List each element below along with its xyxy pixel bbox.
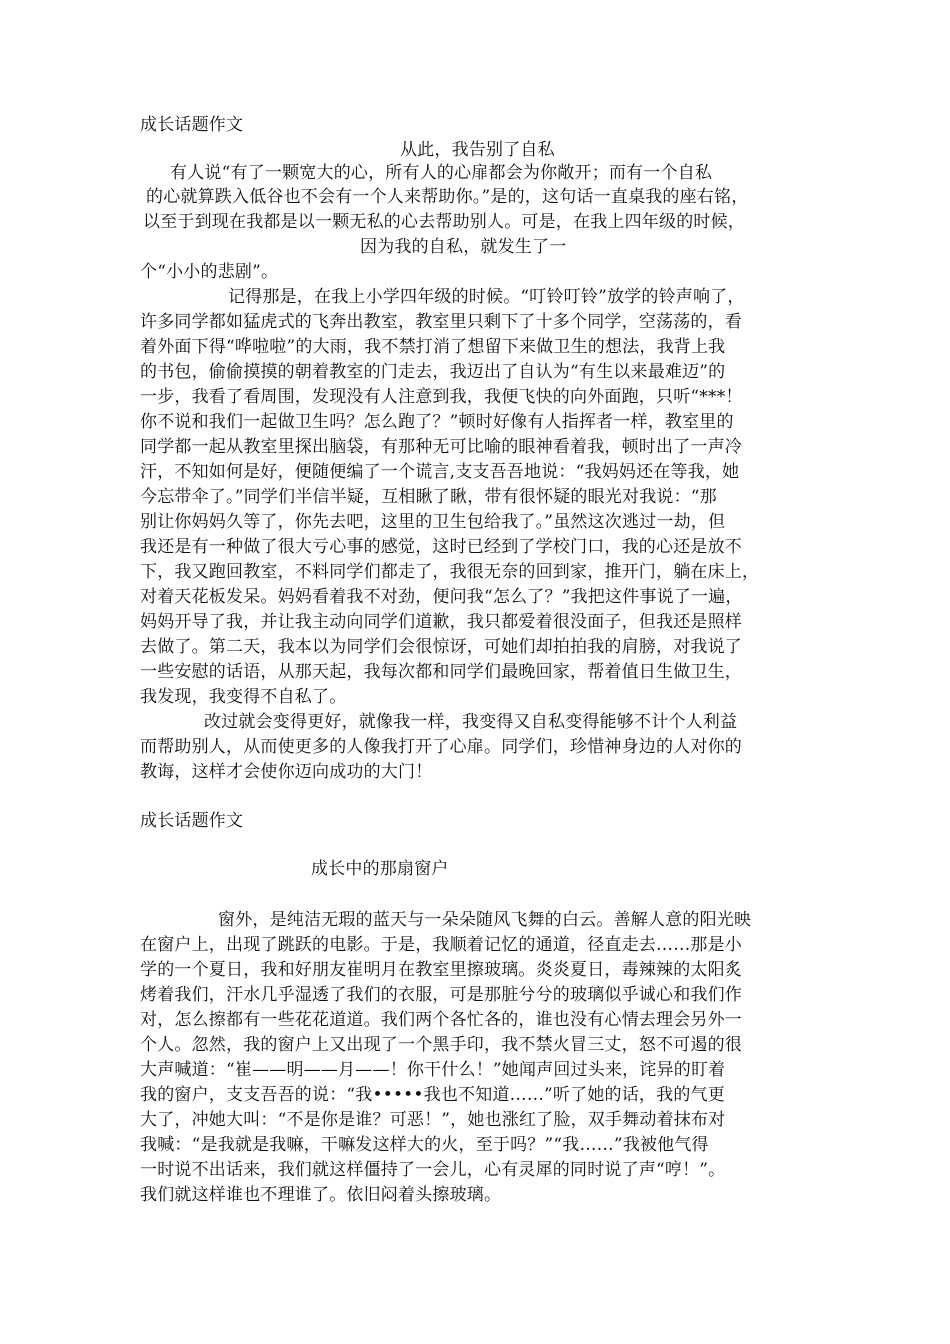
essay1-p3-line: 而帮助别人，从而使更多的人像我打开了心扉。同学们，珍惜神身边的人对你的 [140,737,742,757]
essay2-p1-line: 学的一个夏日，我和好朋友崔明月在教室里擦玻璃。炎炎夏日，毒辣辣的太阳炙 [140,960,742,980]
essay1-p2-line: 一些安慰的话语，从那天起，我每次都和同学们最晚回家，帮着值日生做卫生， [140,662,742,682]
essay1-p1-line: 的心就算跌入低谷也不会有一个人来帮助你。”是的，这句话一直桌我的座右铭， [146,187,749,207]
essay1-p2-line: 汗，不知如何是好，便随便编了一个谎言,支支吾吾地说：“我妈妈还在等我，她 [140,462,740,482]
essay1-p2-line: 对着天花板发呆。妈妈看着我不对劲，便问我“怎么了？”我把这件事说了一遍， [140,587,743,607]
essay2-p1-line: 大了，冲她大叫：“不是你是谁？可恶！”，她也涨红了脸，双手舞动着抹布对 [140,1110,726,1130]
essay2-p1-line: 烤着我们，汗水几乎湿透了我们的衣服，可是那脏兮兮的玻璃似乎诚心和我们作 [140,985,742,1005]
essay2-p1-line: 一时说不出话来，我们就这样僵持了一会儿，心有灵犀的同时说了声“哼！”。 [140,1160,726,1180]
essay1-p2-line: 下，我又跑回教室，不料同学们都走了，我很无奈的回到家，推开门，躺在床上， [140,562,760,582]
essay2-p1-line: 大声喊道：“崔——明——月——！你干什么！”她闻声回过头来，诧异的盯着 [140,1060,726,1080]
essay2-p1-line: 我的窗户，支支吾吾的说：“我•••••我也不知道……”听了她的话，我的气更 [140,1085,725,1105]
essay2-p1-line: 窗外，是纯洁无瑕的蓝天与一朵朵随风飞舞的白云。善解人意的阳光映 [218,910,752,930]
essay1-p2-line: 妈妈开导了我，并让我主动向同学们道歉，我只都爱着很没面子，但我还是照样 [140,612,742,632]
essay1-p2-line: 许多同学都如猛虎式的飞奔出教室，教室里只剩下了十多个同学，空荡荡的，看 [140,312,742,332]
essay2-p1-line: 个人。忽然，我的窗户上又出现了一个黑手印，我不禁火冒三丈，怒不可遏的很 [140,1035,742,1055]
essay1-p3-line: 改过就会变得更好，就像我一样，我变得又自私变得能够不计个人利益 [204,712,738,732]
essay1-title: 从此，我告别了自私 [400,140,555,160]
essay1-p1-line: 因为我的自私，就发生了一 [360,237,567,257]
essay1-p1-line: 以至于到现在我都是以一颗无私的心去帮助别人。可是，在我上四年级的时候， [143,212,745,232]
essay1-p2-line: 今忘带伞了。”同学们半信半疑，互相瞅了瞅，带有很怀疑的眼光对我说：“那 [140,487,717,507]
essay1-p3-line: 教诲，这样才会使你迈向成功的大门！ [140,762,433,782]
essay2-p1-line: 在窗户上，出现了跳跃的电影。于是，我顺着记忆的通道，径直走去……那是小 [140,935,742,955]
essay1-p1-line: 有人说“有了一颗宽大的心，所有人的心扉都会为你敞开；而有一个自私 [170,163,713,183]
essay1-p2-line: 别让你妈妈久等了，你先去吧，这里的卫生包给我了。”虽然这次逃过一劫，但 [140,512,726,532]
essay1-p2-line: 我发现，我变得不自私了。 [140,687,347,707]
essay2-p1-line: 我们就这样谁也不理谁了。依旧闷着头擦玻璃。 [140,1185,502,1205]
essay1-p2-line: 的书包，偷偷摸摸的朝着教室的门走去，我迈出了自认为“有生以来最难迈”的 [140,362,726,382]
essay2-title: 成长中的那扇窗户 [311,859,449,879]
essay2-p1-line: 对，怎么擦都有一些花花道道。我们两个各忙各的，谁也没有心情去理会另外一 [140,1010,742,1030]
essay1-p2-line: 一步，我看了看周围，发现没有人注意到我，我便飞快的向外面跑，只听“***！ [140,387,743,407]
essay1-p2-line: 记得那是，在我上小学四年级的时候。“叮铃叮铃”放学的铃声响了， [228,287,745,307]
essay1-p1-line: 个“小小的悲剧”。 [140,262,279,282]
essay1-p2-line: 着外面下得“哗啦啦”的大雨，我不禁打消了想留下来做卫生的想法，我背上我 [140,337,726,357]
essay1-p2-line: 你不说和我们一起做卫生吗？怎么跑了？”顿时好像有人指挥者一样，教室里的 [140,412,734,432]
essay1-heading: 成长话题作文 [140,115,244,135]
essay2-p1-line: 我喊：“是我就是我嘛，干嘛发这样大的火，至于吗？”“我……”我被他气得 [140,1135,709,1155]
essay1-p2-line: 我还是有一种做了很大亏心事的感觉，这时已经到了学校门口，我的心还是放不 [140,537,742,557]
essay1-p2-line: 去做了。第二天，我本以为同学们会很惊讶，可她们却拍拍我的肩膀，对我说了 [140,637,742,657]
essay1-p2-line: 同学都一起从教室里探出脑袋，有那种无可比喻的眼神看着我，顿时出了一声冷 [140,437,742,457]
essay2-heading: 成长话题作文 [140,811,244,831]
